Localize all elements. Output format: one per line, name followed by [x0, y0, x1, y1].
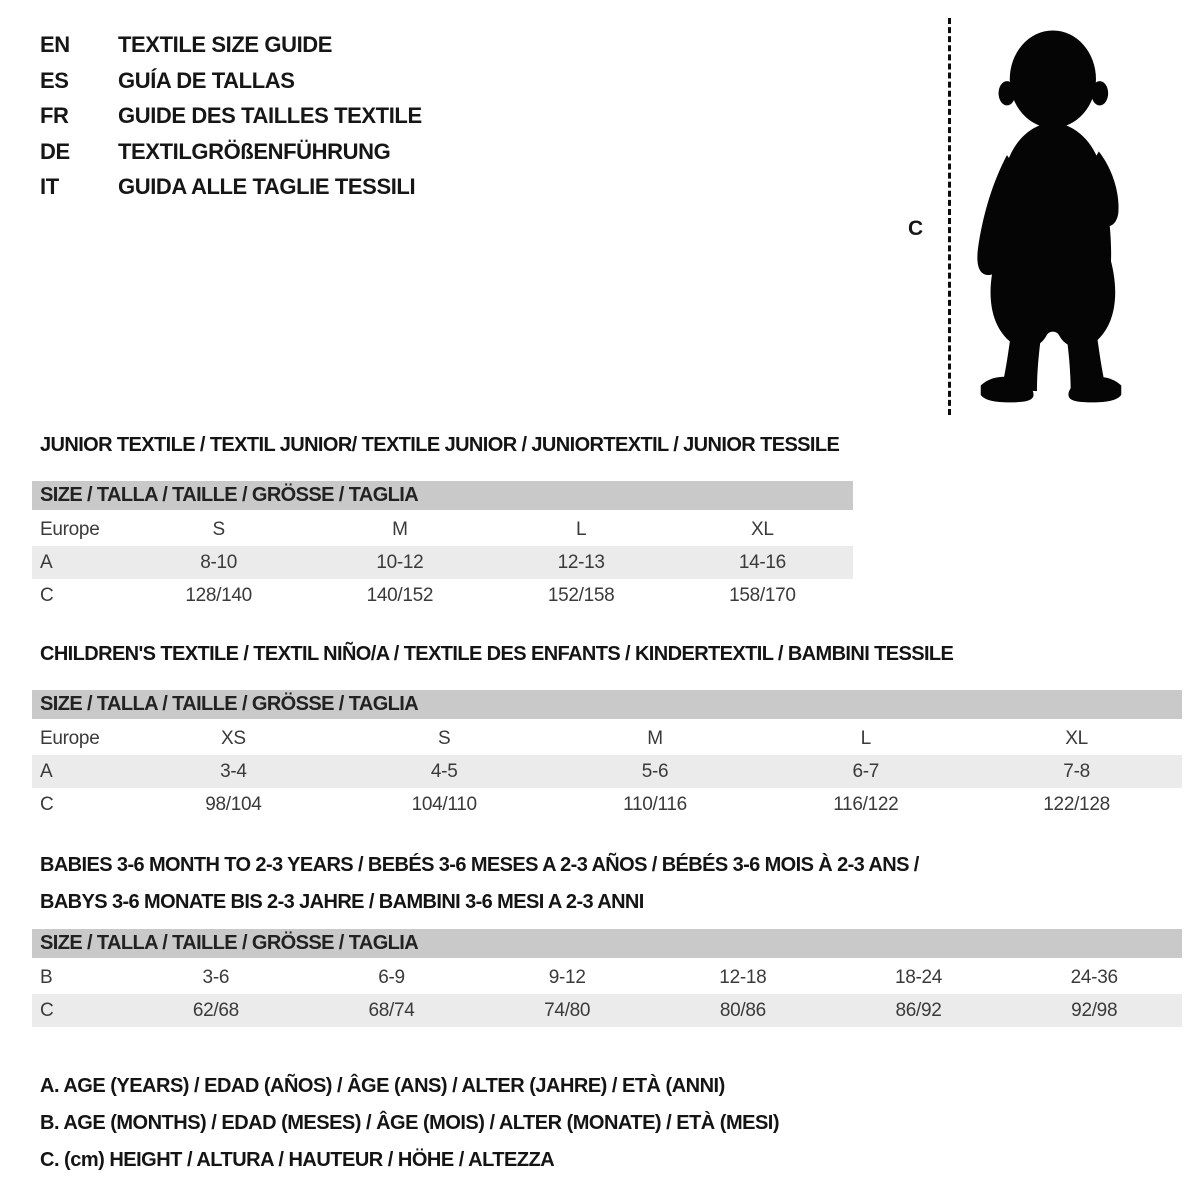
height-cell: 122/128	[1043, 794, 1110, 815]
height-cell: 116/122	[833, 794, 899, 815]
language-title: TEXTILGRÖßENFÜHRUNG	[118, 138, 391, 164]
language-code: EN	[40, 32, 70, 57]
size-table-header: SIZE / TALLA / TAILLE / GRÖSSE / TAGLIA	[32, 690, 1182, 719]
age-cell: 4-5	[430, 761, 458, 782]
language-row	[40, 98, 422, 134]
language-code: ES	[40, 67, 69, 93]
legend-line-b: B. AGE (MONTHS) / EDAD (MESES) / ÂGE (MOIS) / ALTER (MONATE) / ETÀ (MESI)	[40, 1112, 780, 1134]
age-cell: 5-6	[641, 761, 669, 782]
size-cell: M	[647, 728, 663, 749]
height-cell: 110/116	[623, 794, 687, 815]
size-cell: XL	[751, 519, 774, 540]
month-cell: 3-6	[202, 967, 230, 988]
language-code: IT	[40, 174, 59, 199]
height-cell: 68/74	[368, 1000, 415, 1021]
size-table-header: SIZE / TALLA / TAILLE / GRÖSSE / TAGLIA	[32, 929, 1182, 958]
height-cell: 86/92	[895, 1000, 942, 1021]
language-title: GUIDA ALLE TAGLIE TESSILI	[118, 174, 416, 199]
babies-size-table	[32, 929, 1182, 1027]
age-cell: 7-8	[1063, 761, 1090, 782]
row-label: A	[40, 761, 53, 782]
size-cell: XS	[221, 728, 246, 749]
height-cell: 62/68	[192, 1000, 239, 1021]
babies-title-line-2: BABYS 3-6 MONATE BIS 2-3 JAHRE / BAMBINI 3-6 MESI A 2-3 ANNI	[40, 891, 644, 913]
toddler-silhouette-icon	[962, 13, 1140, 423]
size-cell: S	[438, 728, 451, 749]
language-row	[40, 134, 422, 170]
table-row	[32, 546, 853, 579]
age-cell: 8-10	[200, 552, 238, 573]
babies-section-title	[40, 847, 919, 921]
table-row	[32, 755, 1182, 788]
age-cell: 6-7	[852, 761, 880, 782]
legend-line-a: A. AGE (YEARS) / EDAD (AÑOS) / ÂGE (ANS) / ALTER (JAHRE) / ETÀ (ANNI)	[40, 1075, 725, 1097]
language-code: DE	[40, 138, 70, 164]
row-label: Europe	[40, 519, 100, 540]
children-size-table	[32, 690, 1182, 821]
measurement-legend	[40, 1068, 779, 1179]
language-title: GUIDE DES TAILLES TEXTILE	[118, 103, 422, 128]
height-cell: 152/158	[547, 585, 615, 606]
month-cell: 24-36	[1070, 967, 1118, 988]
row-label: C	[40, 585, 54, 606]
junior-size-table	[32, 481, 853, 612]
height-measure-label: C	[908, 217, 924, 240]
row-label: A	[40, 552, 53, 573]
table-row	[32, 994, 1182, 1027]
row-label: B	[40, 967, 53, 988]
row-label: C	[40, 794, 54, 815]
junior-section-title: JUNIOR TEXTILE / TEXTIL JUNIOR/ TEXTILE JUNIOR / JUNIORTEXTIL / JUNIOR TESSILE	[40, 434, 840, 456]
table-row	[32, 513, 853, 546]
age-cell: 3-4	[220, 761, 247, 782]
height-cell: 80/86	[719, 1000, 766, 1021]
language-row	[40, 63, 422, 99]
table-row	[32, 722, 1182, 755]
table-row	[32, 961, 1182, 994]
row-label: Europe	[40, 728, 100, 749]
height-cell: 104/110	[411, 794, 477, 815]
height-cell: 74/80	[544, 1000, 591, 1021]
children-section-title: CHILDREN'S TEXTILE / TEXTIL NIÑO/A / TEXTILE DES ENFANTS / KINDERTEXTIL / BAMBINI TESSILE	[40, 643, 954, 665]
age-cell: 14-16	[738, 552, 786, 573]
language-row	[40, 169, 422, 205]
language-row	[40, 27, 422, 63]
height-cell: 140/152	[366, 585, 434, 606]
month-cell: 6-9	[378, 967, 405, 988]
age-cell: 12-13	[557, 552, 605, 573]
size-cell: L	[860, 728, 871, 749]
month-cell: 18-24	[894, 967, 943, 988]
language-code: FR	[40, 103, 69, 128]
height-measure-dashed-line	[948, 18, 951, 415]
babies-title-line-1: BABIES 3-6 MONTH TO 2-3 YEARS / BEBÉS 3-6 MESES A 2-3 AÑOS / BÉBÉS 3-6 MOIS À 2-3 ANS /	[40, 854, 919, 876]
size-cell: L	[575, 519, 587, 540]
legend-line-c: C. (cm) HEIGHT / ALTURA / HAUTEUR / HÖHE / ALTEZZA	[40, 1149, 555, 1171]
height-cell: 158/170	[729, 585, 796, 606]
size-table-header: SIZE / TALLA / TAILLE / GRÖSSE / TAGLIA	[32, 481, 853, 510]
size-cell: S	[212, 519, 225, 540]
size-cell: XL	[1065, 728, 1088, 749]
height-cell: 92/98	[1071, 1000, 1118, 1021]
month-cell: 12-18	[719, 967, 767, 988]
table-row	[32, 788, 1182, 821]
age-cell: 10-12	[376, 552, 424, 573]
month-cell: 9-12	[548, 967, 586, 988]
height-cell: 98/104	[205, 794, 262, 815]
height-cell: 128/140	[185, 585, 252, 606]
size-cell: M	[392, 519, 408, 540]
language-title-list	[40, 27, 422, 205]
language-title: GUÍA DE TALLAS	[118, 67, 295, 93]
row-label: C	[40, 1000, 54, 1021]
language-title: TEXTILE SIZE GUIDE	[118, 32, 333, 57]
table-row	[32, 579, 853, 612]
